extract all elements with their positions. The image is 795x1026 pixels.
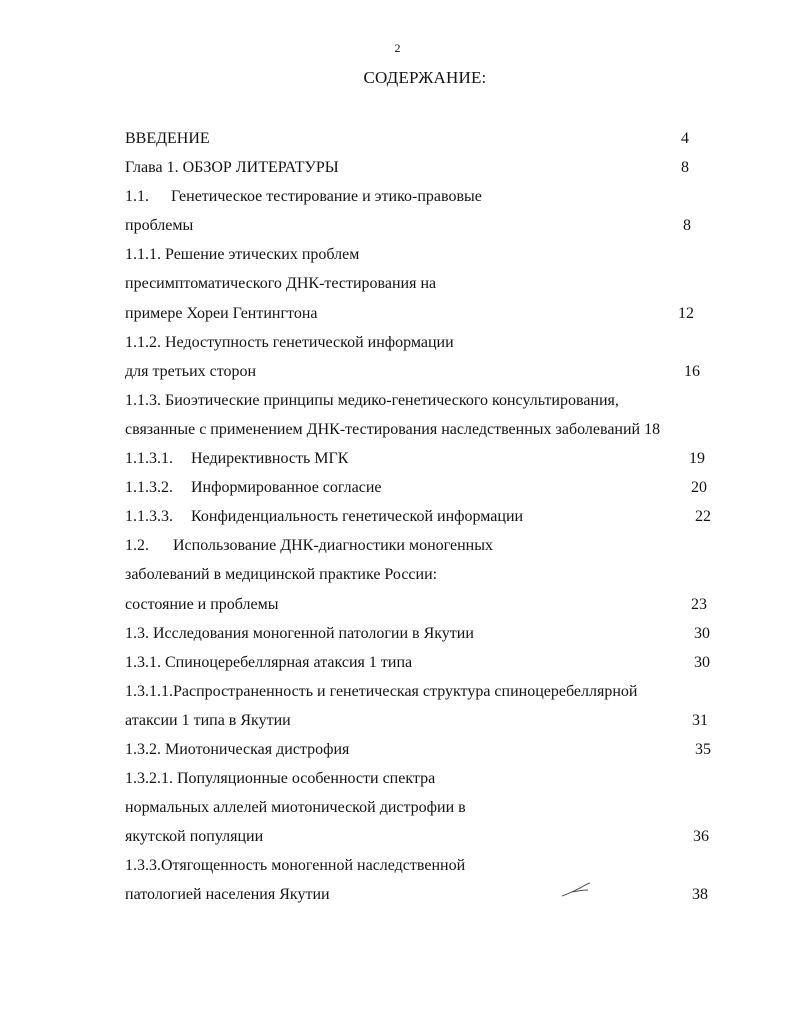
handwritten-mark-icon: [560, 878, 600, 900]
toc-entry-text: 1.1.2. Недоступность генетической информации: [125, 333, 454, 351]
toc-entry-text: 1.3.2. Миотоническая дистрофия: [125, 740, 350, 758]
toc-entry-page: 31: [692, 711, 708, 729]
toc-entry-page: 38: [692, 886, 708, 904]
toc-entry-text: связанные с применением ДНК-тестирования наследственных заболеваний 18: [125, 420, 661, 438]
toc-entry-text: 1.1.1. Решение этических проблем: [125, 246, 360, 264]
toc-entry-text: Глава 1. ОБЗОР ЛИТЕРАТУРЫ: [125, 159, 339, 177]
toc-entry-text: Информированное согласие: [191, 479, 382, 497]
toc-entry-page: 22: [695, 508, 711, 526]
toc-entry-page: 12: [678, 304, 694, 322]
toc-entry: [125, 502, 725, 531]
toc-entry-text: атаксии 1 типа в Якутии: [125, 711, 291, 729]
toc-entry: [125, 880, 725, 909]
toc-entry-text: якутской популяции: [125, 828, 264, 846]
toc-entry: [125, 328, 725, 357]
toc-entry: [125, 735, 725, 764]
toc-entry: [125, 822, 725, 851]
toc-entry-page: 8: [683, 217, 691, 235]
toc-entry-page: 30: [694, 624, 710, 642]
toc-entry-text: проблемы: [125, 217, 194, 235]
toc-entry-text: ВВЕДЕНИЕ: [125, 130, 210, 147]
toc-entry-text: Использование ДНК-диагностики моногенных: [173, 537, 493, 555]
toc-entry-number: 1.1.3.1.: [125, 450, 173, 468]
toc-entry-text: 1.1.3. Биоэтические принципы медико-генетического консультирования,: [125, 391, 619, 409]
toc-entry: [125, 269, 725, 298]
toc-entry-text: патологией населения Якутии: [125, 886, 330, 904]
toc-entry-text: 1.3. Исследования моногенной патологии в Якутии: [125, 624, 474, 642]
toc-entry-page: 20: [691, 479, 707, 497]
toc-entry: [125, 153, 725, 182]
toc-entry: [125, 473, 725, 502]
toc-entry-text: для третьих сторон: [125, 362, 257, 380]
toc-entry: [125, 648, 725, 677]
toc-entry-page: 19: [689, 450, 705, 468]
toc-entry-page: 23: [691, 595, 707, 613]
toc-entry-number: 1.1.: [125, 188, 149, 206]
toc-entry: [125, 590, 725, 619]
toc-entry: [125, 793, 725, 822]
toc-entry: [125, 706, 725, 735]
toc-entry: [125, 444, 725, 473]
toc-entry-text: заболеваний в медицинской практике России:: [125, 566, 438, 584]
toc-entry-text: примере Хореи Гентингтона: [125, 304, 318, 322]
toc-entry: [125, 851, 725, 880]
toc-entry-text: нормальных аллелей миотонической дистрофии в: [125, 799, 466, 817]
toc-entry-text: 1.3.3.Отягощенность моногенной наследственной: [125, 857, 466, 875]
page-number: 2: [394, 41, 401, 55]
toc-entry-page: 4: [681, 130, 689, 147]
toc-entry-number: 1.1.3.2.: [125, 479, 173, 497]
toc-entry-text: состояние и проблемы: [125, 595, 279, 613]
toc-entry-text: Генетическое тестирование и этико-правовые: [171, 188, 482, 206]
toc-entry-text: Недирективность МГК: [191, 450, 349, 468]
toc-entry-text: 1.3.1. Спиноцеребеллярная атаксия 1 типа: [125, 653, 413, 671]
toc-entry-text: пресимптоматического ДНК-тестирования на: [125, 275, 437, 293]
toc-entry-page: 36: [693, 828, 709, 846]
toc-entry: [125, 299, 725, 328]
toc-entry: [125, 182, 725, 211]
toc-entry: [125, 240, 725, 269]
toc-entry: [125, 386, 725, 415]
toc-entry: [125, 415, 725, 444]
toc-entry-page: 35: [695, 740, 711, 758]
toc-entry-text: 1.3.2.1. Популяционные особенности спектра: [125, 770, 436, 788]
toc-entry-number: 1.1.3.3.: [125, 508, 173, 526]
toc-entry: [125, 619, 725, 648]
toc-entry: [125, 357, 725, 386]
page-title: СОДЕРЖАНИЕ:: [363, 68, 487, 87]
toc-entry-number: 1.2.: [125, 537, 149, 555]
table-of-contents: [125, 124, 725, 910]
toc-entry-page: 16: [684, 362, 700, 380]
toc-entry-text: Конфиденциальность генетической информации: [191, 508, 524, 526]
toc-entry: [125, 764, 725, 793]
toc-entry-page: 8: [681, 159, 689, 177]
toc-entry: [125, 560, 725, 589]
toc-entry: [125, 531, 725, 560]
toc-entry: [125, 124, 725, 153]
toc-entry-page: 30: [694, 653, 710, 671]
toc-entry: [125, 677, 725, 706]
toc-entry: [125, 211, 725, 240]
toc-entry-text: 1.3.1.1.Распространенность и генетическая структура спиноцеребеллярной: [125, 682, 638, 700]
